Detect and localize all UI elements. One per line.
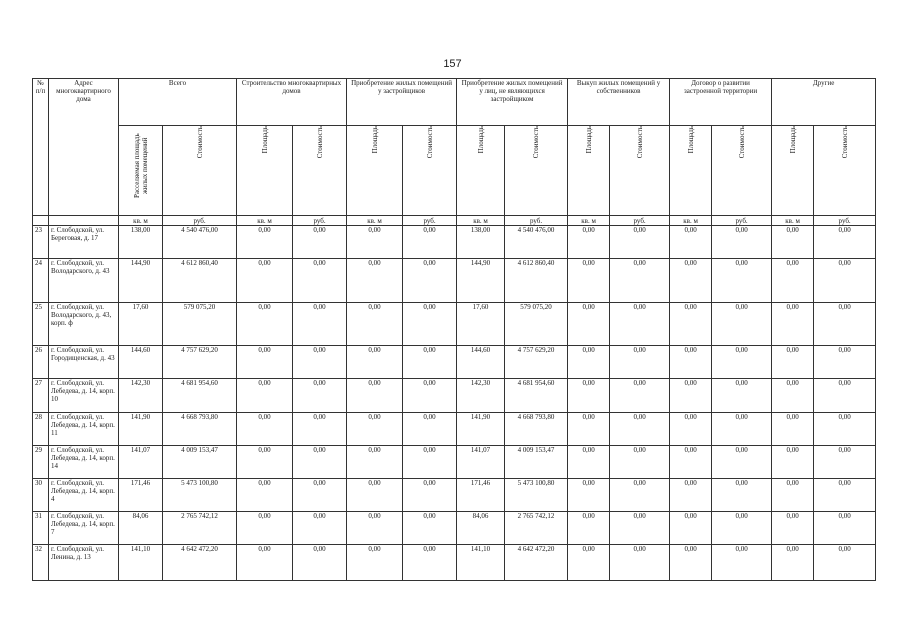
header-total: Всего: [119, 79, 237, 126]
cell-nd-cost: 4 681 954,60: [505, 379, 568, 413]
cell-a-area: 0,00: [670, 303, 712, 346]
cell-a-cost: 0,00: [712, 479, 772, 512]
cell-nd-cost: 4 612 860,40: [505, 259, 568, 303]
table-row: [33, 259, 876, 303]
subheader-cost: Стоимость: [610, 126, 670, 216]
subheader-area: Площадь: [568, 126, 610, 216]
cell-b-area: 0,00: [568, 259, 610, 303]
header-num: № п/п: [33, 79, 49, 216]
cell-o-area: 0,00: [772, 259, 814, 303]
table-row: [33, 379, 876, 413]
cell-a-area: 0,00: [670, 479, 712, 512]
cell-nd-area: 144,90: [457, 259, 505, 303]
subheader-cost: Стоимость: [505, 126, 568, 216]
cell-nd-cost: 4 009 153,47: [505, 446, 568, 479]
cell-area: 171,46: [119, 479, 163, 512]
cell-c-cost: 0,00: [293, 479, 347, 512]
cell-b-cost: 0,00: [610, 303, 670, 346]
cell-nd-area: 17,60: [457, 303, 505, 346]
cell-b-area: 0,00: [568, 545, 610, 581]
row-address: г. Слободской, ул. Лебедева, д. 14, корп. 7: [49, 512, 119, 545]
cell-o-cost: 0,00: [814, 446, 876, 479]
unit-rub: руб.: [163, 216, 237, 226]
cell-b-area: 0,00: [568, 226, 610, 259]
cell-a-area: 0,00: [670, 413, 712, 446]
cell-nd-area: 144,60: [457, 346, 505, 379]
cell-c-cost: 0,00: [293, 512, 347, 545]
cell-cost: 4 668 793,80: [163, 413, 237, 446]
header-construction: Строительство многоквартирных домов: [237, 79, 347, 126]
cell-o-cost: 0,00: [814, 413, 876, 446]
cell-nd-area: 138,00: [457, 226, 505, 259]
unit-rub: руб.: [505, 216, 568, 226]
cell-b-cost: 0,00: [610, 446, 670, 479]
cell-b-area: 0,00: [568, 446, 610, 479]
cell-c-area: 0,00: [237, 413, 293, 446]
header-other: Другие: [772, 79, 876, 126]
cell-o-area: 0,00: [772, 545, 814, 581]
cell-d-area: 0,00: [347, 259, 403, 303]
row-address: г. Слободской, ул. Володарского, д. 43: [49, 259, 119, 303]
cell-b-area: 0,00: [568, 479, 610, 512]
cell-d-area: 0,00: [347, 545, 403, 581]
cell-cost: 5 473 100,80: [163, 479, 237, 512]
cell-c-area: 0,00: [237, 346, 293, 379]
cell-d-area: 0,00: [347, 413, 403, 446]
unit-empty: [49, 216, 119, 226]
cell-b-cost: 0,00: [610, 413, 670, 446]
cell-nd-cost: 4 668 793,80: [505, 413, 568, 446]
page-number: 157: [443, 58, 462, 70]
cell-d-area: 0,00: [347, 303, 403, 346]
table-row: [33, 446, 876, 479]
unit-rub: руб.: [712, 216, 772, 226]
unit-rub: руб.: [610, 216, 670, 226]
row-address: г. Слободской, ул. Ленина, д. 13: [49, 545, 119, 581]
cell-area: 141,07: [119, 446, 163, 479]
cell-c-area: 0,00: [237, 379, 293, 413]
header-acq-non-developers: Приобретение жилых помещений у лиц, не являющихся застройщиком: [457, 79, 568, 126]
cell-area: 141,90: [119, 413, 163, 446]
cell-cost: 4 757 629,20: [163, 346, 237, 379]
cell-c-cost: 0,00: [293, 545, 347, 581]
cell-a-area: 0,00: [670, 512, 712, 545]
cell-o-area: 0,00: [772, 413, 814, 446]
cell-a-cost: 0,00: [712, 545, 772, 581]
cell-cost: 4 540 476,00: [163, 226, 237, 259]
header-dev-agreement: Договор о развитии застроенной территории: [670, 79, 772, 126]
cell-o-area: 0,00: [772, 446, 814, 479]
cell-area: 84,06: [119, 512, 163, 545]
row-address: г. Слободской, ул. Лебедева, д. 14, корп. 4: [49, 479, 119, 512]
subheader-area: Площадь: [457, 126, 505, 216]
cell-b-cost: 0,00: [610, 512, 670, 545]
cell-area: 17,60: [119, 303, 163, 346]
table-row: [33, 479, 876, 512]
cell-o-cost: 0,00: [814, 545, 876, 581]
cell-a-cost: 0,00: [712, 413, 772, 446]
cell-area: 144,90: [119, 259, 163, 303]
subheader-area: Площадь: [347, 126, 403, 216]
table-row: [33, 413, 876, 446]
cell-d-area: 0,00: [347, 346, 403, 379]
cell-area: 138,00: [119, 226, 163, 259]
cell-nd-area: 141,90: [457, 413, 505, 446]
cell-cost: 579 075,20: [163, 303, 237, 346]
cell-o-cost: 0,00: [814, 226, 876, 259]
cell-o-area: 0,00: [772, 479, 814, 512]
cell-b-cost: 0,00: [610, 545, 670, 581]
cell-a-cost: 0,00: [712, 512, 772, 545]
cell-o-area: 0,00: [772, 512, 814, 545]
cell-o-cost: 0,00: [814, 512, 876, 545]
unit-sqm: кв. м: [457, 216, 505, 226]
cell-a-cost: 0,00: [712, 303, 772, 346]
cell-cost: 4 681 954,60: [163, 379, 237, 413]
cell-cost: 4 642 472,20: [163, 545, 237, 581]
cell-c-cost: 0,00: [293, 446, 347, 479]
cell-cost: 4 009 153,47: [163, 446, 237, 479]
cell-c-area: 0,00: [237, 446, 293, 479]
cell-a-cost: 0,00: [712, 346, 772, 379]
cell-area: 142,30: [119, 379, 163, 413]
cell-c-cost: 0,00: [293, 226, 347, 259]
cell-c-area: 0,00: [237, 479, 293, 512]
cell-d-cost: 0,00: [403, 226, 457, 259]
unit-sqm: кв. м: [670, 216, 712, 226]
row-address: г. Слободской, ул. Городищенская, д. 43: [49, 346, 119, 379]
unit-rub: руб.: [814, 216, 876, 226]
cell-d-cost: 0,00: [403, 545, 457, 581]
row-number: 23: [33, 226, 49, 259]
unit-empty: [33, 216, 49, 226]
cell-d-area: 0,00: [347, 479, 403, 512]
cell-b-cost: 0,00: [610, 346, 670, 379]
cell-d-cost: 0,00: [403, 413, 457, 446]
table-row: [33, 303, 876, 346]
cell-c-cost: 0,00: [293, 346, 347, 379]
subheader-area: Площадь: [670, 126, 712, 216]
unit-rub: руб.: [293, 216, 347, 226]
cell-b-area: 0,00: [568, 413, 610, 446]
header-acq-developers: Приобретение жилых помещений у застройщиков: [347, 79, 457, 126]
cell-d-area: 0,00: [347, 379, 403, 413]
cell-nd-cost: 2 765 742,12: [505, 512, 568, 545]
cell-b-cost: 0,00: [610, 259, 670, 303]
cell-area: 144,60: [119, 346, 163, 379]
subheader-cost: Стоимость: [403, 126, 457, 216]
row-address: г. Слободской, ул. Лебедева, д. 14, корп. 10: [49, 379, 119, 413]
cell-d-area: 0,00: [347, 226, 403, 259]
cell-d-cost: 0,00: [403, 446, 457, 479]
cell-o-cost: 0,00: [814, 303, 876, 346]
cell-cost: 4 612 860,40: [163, 259, 237, 303]
subheader-cost: Стоимость: [293, 126, 347, 216]
subheader-cost: Стоимость: [163, 126, 237, 216]
cell-nd-cost: 579 075,20: [505, 303, 568, 346]
cell-b-area: 0,00: [568, 379, 610, 413]
cell-b-area: 0,00: [568, 512, 610, 545]
subheader-area: Площадь: [237, 126, 293, 216]
subheader-resettled-area: Расселяемая площадь жилых помещений: [119, 126, 163, 216]
cell-d-cost: 0,00: [403, 346, 457, 379]
subheader-cost: Стоимость: [712, 126, 772, 216]
cell-d-cost: 0,00: [403, 479, 457, 512]
cell-a-area: 0,00: [670, 346, 712, 379]
header-buyout: Выкуп жилых помещений у собственников: [568, 79, 670, 126]
cell-c-area: 0,00: [237, 545, 293, 581]
cell-nd-cost: 5 473 100,80: [505, 479, 568, 512]
cell-o-area: 0,00: [772, 379, 814, 413]
cell-a-area: 0,00: [670, 545, 712, 581]
cell-d-cost: 0,00: [403, 259, 457, 303]
table-row: [33, 545, 876, 581]
cell-nd-area: 84,06: [457, 512, 505, 545]
resettlement-table: [32, 78, 876, 581]
row-address: г. Слободской, ул. Лебедева, д. 14, корп. 14: [49, 446, 119, 479]
row-number: 27: [33, 379, 49, 413]
row-address: г. Слободской, ул. Володарского, д. 43, корп. ф: [49, 303, 119, 346]
cell-c-area: 0,00: [237, 259, 293, 303]
subheader-area: Площадь: [772, 126, 814, 216]
unit-sqm: кв. м: [347, 216, 403, 226]
row-number: 26: [33, 346, 49, 379]
cell-o-area: 0,00: [772, 303, 814, 346]
row-number: 25: [33, 303, 49, 346]
cell-c-area: 0,00: [237, 303, 293, 346]
cell-o-area: 0,00: [772, 226, 814, 259]
cell-nd-cost: 4 642 472,20: [505, 545, 568, 581]
cell-c-cost: 0,00: [293, 379, 347, 413]
row-number: 31: [33, 512, 49, 545]
cell-a-area: 0,00: [670, 259, 712, 303]
cell-d-area: 0,00: [347, 512, 403, 545]
cell-d-cost: 0,00: [403, 303, 457, 346]
cell-a-cost: 0,00: [712, 446, 772, 479]
row-number: 28: [33, 413, 49, 446]
cell-o-cost: 0,00: [814, 259, 876, 303]
cell-c-cost: 0,00: [293, 259, 347, 303]
cell-nd-area: 141,10: [457, 545, 505, 581]
cell-b-area: 0,00: [568, 303, 610, 346]
row-number: 32: [33, 545, 49, 581]
cell-d-cost: 0,00: [403, 512, 457, 545]
cell-nd-area: 171,46: [457, 479, 505, 512]
cell-a-area: 0,00: [670, 379, 712, 413]
cell-nd-area: 142,30: [457, 379, 505, 413]
cell-cost: 2 765 742,12: [163, 512, 237, 545]
cell-o-area: 0,00: [772, 346, 814, 379]
cell-a-cost: 0,00: [712, 226, 772, 259]
cell-b-cost: 0,00: [610, 479, 670, 512]
cell-d-cost: 0,00: [403, 379, 457, 413]
cell-b-area: 0,00: [568, 346, 610, 379]
row-number: 30: [33, 479, 49, 512]
row-number: 29: [33, 446, 49, 479]
cell-nd-cost: 4 757 629,20: [505, 346, 568, 379]
unit-rub: руб.: [403, 216, 457, 226]
cell-b-cost: 0,00: [610, 379, 670, 413]
cell-nd-cost: 4 540 476,00: [505, 226, 568, 259]
unit-sqm: кв. м: [772, 216, 814, 226]
table-row: [33, 512, 876, 545]
cell-d-area: 0,00: [347, 446, 403, 479]
cell-area: 141,10: [119, 545, 163, 581]
unit-sqm: кв. м: [119, 216, 163, 226]
cell-a-area: 0,00: [670, 446, 712, 479]
cell-b-cost: 0,00: [610, 226, 670, 259]
cell-o-cost: 0,00: [814, 379, 876, 413]
cell-a-area: 0,00: [670, 226, 712, 259]
subheader-cost: Стоимость: [814, 126, 876, 216]
cell-nd-area: 141,07: [457, 446, 505, 479]
cell-c-area: 0,00: [237, 226, 293, 259]
cell-a-cost: 0,00: [712, 259, 772, 303]
row-address: г. Слободской, ул. Береговая, д. 17: [49, 226, 119, 259]
row-address: г. Слободской, ул. Лебедева, д. 14, корп. 11: [49, 413, 119, 446]
table-row: [33, 346, 876, 379]
table-row: [33, 226, 876, 259]
unit-sqm: кв. м: [568, 216, 610, 226]
cell-o-cost: 0,00: [814, 346, 876, 379]
unit-sqm: кв. м: [237, 216, 293, 226]
row-number: 24: [33, 259, 49, 303]
cell-c-cost: 0,00: [293, 303, 347, 346]
cell-c-cost: 0,00: [293, 413, 347, 446]
header-address: Адрес многоквартирного дома: [49, 79, 119, 216]
cell-a-cost: 0,00: [712, 379, 772, 413]
cell-c-area: 0,00: [237, 512, 293, 545]
cell-o-cost: 0,00: [814, 479, 876, 512]
